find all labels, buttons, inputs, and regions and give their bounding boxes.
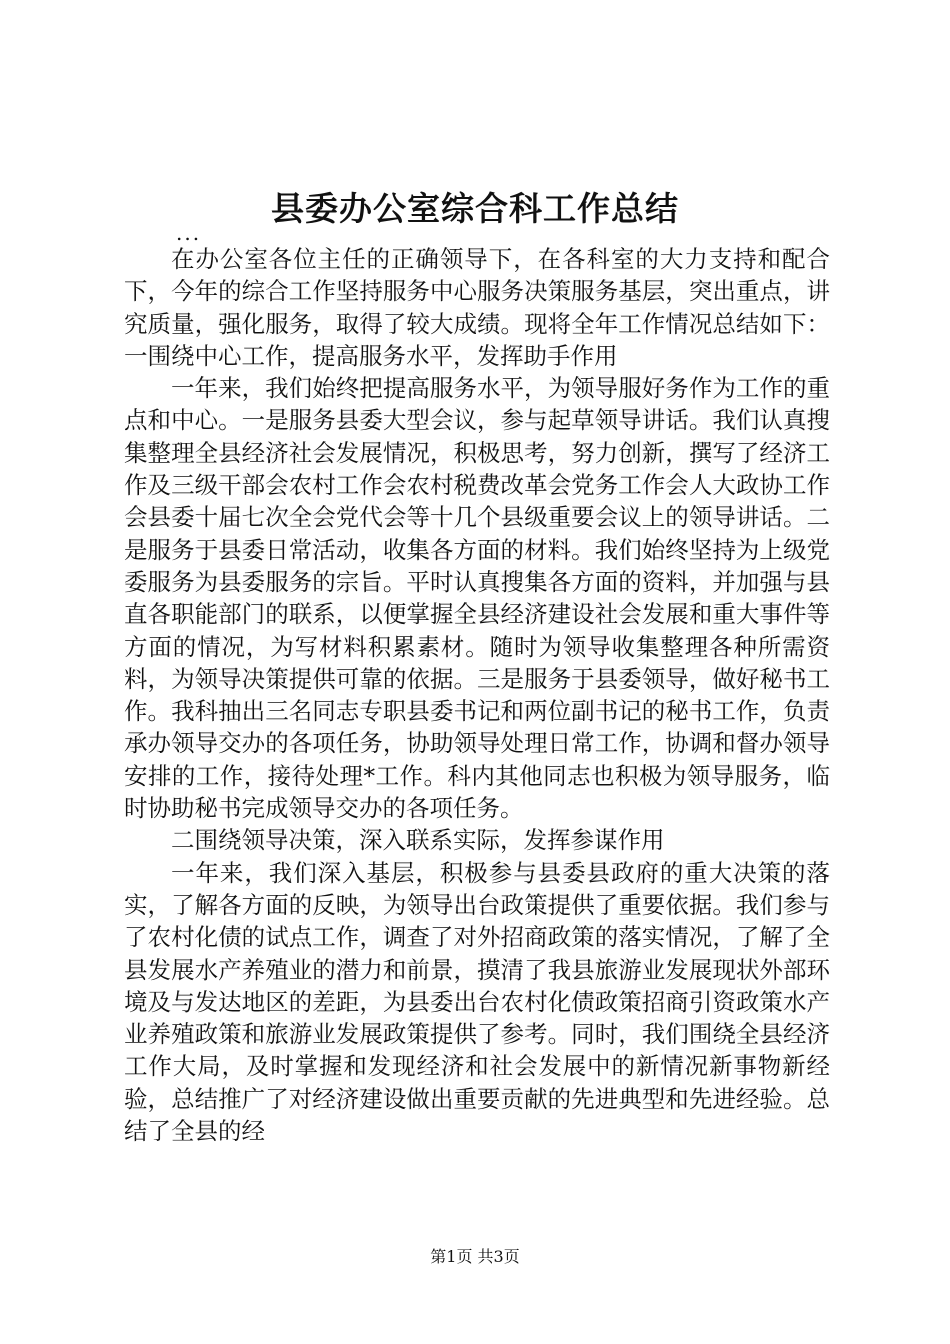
- title-ellipsis: ...: [176, 221, 202, 245]
- paragraph-decision: 一年来，我们深入基层，积极参与县委县政府的重大决策的落实，了解各方面的反映，为领导出台政策提供了重要依据。我们参与了农村化债的试点工作，调查了对外招商政策的落实情况，了解了全县发展水产养殖业的潜力和前景，摸清了我县旅游业发展现状外部环境及与发达地区的差距，为县委出台农村化债政策招商引资政策水产业养殖政策和旅游业发展政策提供了参考。同时，我们围绕全县经济工作大局，及时掌握和发现经济和社会发展中的新情况新事物新经验，总结推广了对经济建设做出重要贡献的先进典型和先进经验。总结了全县的经: [124, 858, 830, 1146]
- paragraph-service: 一年来，我们始终把提高服务水平，为领导服好务作为工作的重点和中心。一是服务县委大型会议，参与起草领导讲话。我们认真搜集整理全县经济社会发展情况，积极思考，努力创新，撰写了经济工作及三级干部会农村工作会农村税费改革会党务工作会人大政协工作会县委十届七次全会党代会等十几个县级重要会议上的领导讲话。二是服务于县委日常活动，收集各方面的材料。我们始终坚持为上级党委服务为县委服务的宗旨。平时认真搜集各方面的资料，并加强与县直各职能部门的联系，以便掌握全县经济建设社会发展和重大事件等方面的情况，为写材料积累素材。随时为领导收集整理各种所需资料，为领导决策提供可靠的依据。三是服务于县委领导，做好秘书工作。我科抽出三名同志专职县委书记和两位副书记的秘书工作，负责承办领导交办的各项任务，协助领导处理日常工作，协调和督办领导安排的工作，接待处理*工作。科内其他同志也积极为领导服务，临时协助秘书完成领导交办的各项任务。: [124, 374, 830, 823]
- document-body: [124, 243, 830, 1147]
- page-footer: 第1页 共3页: [430, 1247, 520, 1266]
- document-title: 县委办公室综合科工作总结: [271, 189, 679, 228]
- section-heading-decision: 二围绕领导决策，深入联系实际，发挥参谋作用: [171, 826, 665, 855]
- paragraph-intro: 在办公室各位主任的正确领导下，在各科室的大力支持和配合下，今年的综合工作坚持服务中心服务决策服务基层，突出重点，讲究质量，强化服务，取得了较大成绩。现将全年工作情况总结如下：一围绕中心工作，提高服务水平，发挥助手作用: [124, 245, 830, 370]
